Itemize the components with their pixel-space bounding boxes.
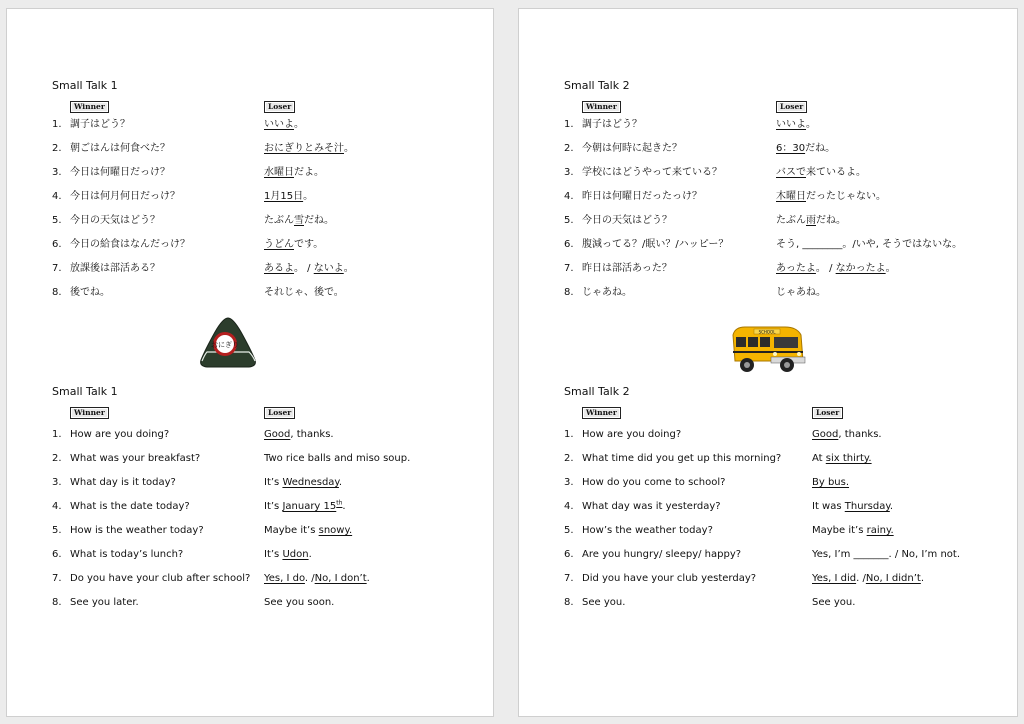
answer-text	[264, 261, 354, 277]
answer-underlined-part: あるよ	[264, 263, 294, 274]
answer-part: Maybe it’s	[264, 525, 319, 536]
winner-badge: Winner	[70, 101, 109, 113]
question-text: How do you come to school?	[582, 477, 726, 488]
answer-text	[812, 499, 893, 515]
qa-row	[564, 571, 1007, 587]
qa-row	[564, 261, 1007, 277]
item-number: 3.	[564, 167, 574, 178]
qa-row	[564, 213, 1007, 229]
svg-text:SCHOOL: SCHOOL	[758, 329, 776, 335]
item-number: 5.	[52, 525, 62, 536]
question-text: Did you have your club yesterday?	[582, 573, 757, 584]
item-number: 3.	[52, 167, 62, 178]
worksheet-page-1	[6, 8, 494, 717]
question-text: 昨日は部活あった？	[582, 263, 672, 274]
qa-row	[52, 451, 483, 467]
question-text: 昨日は何曜日だったっけ？	[582, 191, 702, 202]
answer-part: It’s	[264, 501, 283, 512]
question-text: Do you have your club after school?	[70, 573, 251, 584]
question-text: How’s the weather today?	[582, 525, 713, 536]
qa-row	[564, 523, 1007, 539]
answer-part: そう, ________。/いや, そうではないな。	[776, 239, 963, 250]
answer-underlined-part: 木曜日	[776, 191, 806, 202]
question-text: 調子はどう？	[582, 119, 642, 130]
item-number: 7.	[52, 573, 62, 584]
answer-text	[264, 451, 410, 467]
answer-underlined-part: Udon	[282, 549, 309, 560]
question-text: 今日は何月何日だっけ？	[70, 191, 180, 202]
answer-underlined-part: うどん	[264, 239, 294, 250]
answer-part: It was	[812, 501, 845, 512]
answer-text	[264, 285, 344, 301]
qa-row	[564, 285, 1007, 301]
question-text: 調子はどう？	[70, 119, 130, 130]
loser-badge: Loser	[264, 101, 295, 113]
answer-underlined-part: rainy.	[866, 525, 894, 536]
answer-underlined-part: あったよ	[776, 263, 816, 274]
answer-underlined-part: 水曜日	[264, 167, 294, 178]
section-title: Small Talk 1	[52, 385, 118, 398]
question-text: 今朝は何時に起きた？	[582, 143, 682, 154]
answer-part: です。	[294, 239, 324, 250]
qa-row	[564, 165, 1007, 181]
svg-text:おにぎり: おにぎり	[211, 341, 239, 349]
answer-underlined-part: Yes, I do	[264, 573, 305, 584]
answer-underlined-part: 雨	[806, 215, 816, 226]
answer-part: See you.	[812, 597, 856, 608]
answer-text	[812, 595, 855, 611]
answer-text	[264, 117, 304, 133]
answer-text	[812, 475, 849, 491]
answer-text	[264, 523, 352, 539]
answer-part: Maybe it’s	[812, 525, 867, 536]
item-number: 8.	[564, 597, 574, 608]
qa-row	[52, 261, 483, 277]
answer-text	[264, 141, 354, 157]
answer-text	[776, 237, 962, 253]
answer-underlined-part: ないよ	[313, 263, 344, 274]
question-text: 今日は何曜日だっけ？	[70, 167, 170, 178]
qa-row	[52, 523, 483, 539]
qa-row	[52, 117, 483, 133]
answer-part: 。	[344, 143, 354, 154]
qa-row	[52, 285, 483, 301]
answer-part: See you soon.	[264, 597, 335, 608]
answer-part: .	[308, 549, 312, 560]
question-text: 腹減ってる？/眠い？/ハッピー？	[582, 239, 729, 250]
answer-text	[776, 189, 886, 205]
answer-underlined-part: Wednesday	[282, 477, 339, 488]
item-number: 5.	[564, 215, 574, 226]
question-text: See you later.	[70, 597, 139, 608]
answer-part: 。	[806, 119, 816, 130]
section-title: Small Talk 1	[52, 79, 118, 92]
loser-badge: Loser	[264, 407, 295, 419]
answer-text	[264, 189, 313, 205]
answer-part: .	[342, 501, 346, 512]
answer-underlined-part: なかったよ	[835, 263, 886, 274]
item-number: 2.	[564, 143, 574, 154]
item-number: 4.	[52, 501, 62, 512]
qa-row	[564, 189, 1007, 205]
qa-row	[52, 427, 483, 443]
answer-part: だよ。	[294, 167, 324, 178]
item-number: 4.	[564, 191, 574, 202]
item-number: 3.	[52, 477, 62, 488]
answer-underlined-part: バスで	[776, 167, 806, 178]
answer-part: だね。	[304, 215, 334, 226]
question-text: See you.	[582, 597, 626, 608]
loser-badge: Loser	[812, 407, 843, 419]
answer-part: Two rice balls and miso soup.	[264, 453, 411, 464]
answer-part: 来ているよ。	[806, 167, 866, 178]
answer-underlined-part: Good	[264, 429, 291, 440]
answer-part: 。 /	[815, 263, 836, 274]
answer-part: じゃあね。	[776, 287, 826, 298]
question-text: 学校にはどうやって来ている？	[582, 167, 722, 178]
answer-underlined-part: snowy.	[318, 525, 353, 536]
item-number: 8.	[52, 287, 62, 298]
answer-underlined-part: 雪	[294, 215, 304, 226]
answer-part: 。	[294, 119, 304, 130]
question-text: How are you doing?	[582, 429, 682, 440]
question-text: What time did you get up this morning?	[582, 453, 782, 464]
answer-underlined-part: Yes, I did	[812, 573, 857, 584]
answer-part: .	[889, 501, 894, 512]
qa-row	[52, 141, 483, 157]
answer-part: It’s	[264, 477, 283, 488]
answer-underlined-part: Good	[812, 429, 839, 440]
question-text: 今日の給食はなんだっけ？	[70, 239, 190, 250]
answer-underlined-part: January 15	[282, 501, 337, 512]
answer-text	[264, 165, 324, 181]
answer-underlined-part: 6：30	[776, 143, 806, 154]
answer-text	[264, 571, 370, 587]
answer-text	[812, 451, 872, 467]
question-text: 後でね。	[70, 287, 110, 298]
qa-row	[564, 141, 1007, 157]
answer-underlined-part: No, I don’t	[314, 573, 367, 584]
onigiri-image	[193, 314, 263, 370]
qa-row	[564, 547, 1007, 563]
answer-text	[264, 237, 323, 253]
answer-part: 。 /	[294, 263, 314, 274]
question-text: What is today’s lunch?	[70, 549, 184, 560]
item-number: 1.	[564, 429, 574, 440]
answer-text	[264, 475, 342, 491]
qa-row	[564, 499, 1007, 515]
worksheet-page-2	[518, 8, 1018, 717]
answer-underlined-part: いいよ	[776, 119, 806, 130]
school-bus-image	[727, 321, 809, 377]
answer-underlined-part: six thirty.	[825, 453, 872, 464]
item-number: 6.	[52, 239, 62, 250]
question-text: 放課後は部活ある？	[70, 263, 160, 274]
qa-row	[52, 189, 483, 205]
answer-text	[264, 547, 312, 563]
item-number: 1.	[52, 429, 62, 440]
item-number: 7.	[564, 573, 574, 584]
qa-row	[52, 571, 483, 587]
qa-row	[52, 595, 483, 611]
answer-underlined-part: Thursday	[844, 501, 890, 512]
item-number: 6.	[52, 549, 62, 560]
answer-part: Yes, I’m _______. / No, I’m not.	[812, 549, 961, 560]
answer-text	[776, 141, 835, 157]
answer-text	[264, 595, 334, 611]
answer-part: だね。	[816, 215, 846, 226]
qa-row	[564, 427, 1007, 443]
item-number: 3.	[564, 477, 574, 488]
answer-part: たぶん	[264, 215, 294, 226]
qa-row	[564, 117, 1007, 133]
answer-part: だね。	[805, 143, 836, 154]
item-number: 5.	[564, 525, 574, 536]
question-text: What day is it today?	[70, 477, 176, 488]
qa-row	[564, 237, 1007, 253]
question-text: 今日の天気はどう？	[582, 215, 672, 226]
qa-row	[52, 213, 483, 229]
answer-underlined-part: 1月15日	[264, 191, 304, 202]
item-number: 2.	[564, 453, 574, 464]
answer-underlined-part: おにぎりとみそ汁	[264, 143, 344, 154]
item-number: 5.	[52, 215, 62, 226]
section-title: Small Talk 2	[564, 385, 630, 398]
item-number: 6.	[564, 239, 574, 250]
item-number: 2.	[52, 453, 62, 464]
answer-part: .	[366, 573, 370, 584]
answer-part: それじゃ、後で。	[264, 287, 344, 298]
answer-part: 。	[343, 263, 354, 274]
answer-part: 。	[303, 191, 314, 202]
answer-part: . /	[856, 573, 866, 584]
answer-text	[264, 213, 334, 229]
answer-part: , thanks.	[838, 429, 882, 440]
qa-row	[52, 237, 483, 253]
answer-part: .	[338, 477, 343, 488]
answer-underlined-part: No, I didn’t	[865, 573, 921, 584]
answer-part: At	[812, 453, 826, 464]
question-text: How are you doing?	[70, 429, 170, 440]
item-number: 6.	[564, 549, 574, 560]
question-text: How is the weather today?	[70, 525, 204, 536]
item-number: 7.	[52, 263, 62, 274]
item-number: 1.	[52, 119, 62, 130]
winner-badge: Winner	[582, 407, 621, 419]
answer-text	[812, 427, 882, 443]
item-number: 8.	[564, 287, 574, 298]
qa-row	[564, 475, 1007, 491]
answer-underlined-part: th	[336, 499, 343, 507]
answer-part: It’s	[264, 549, 283, 560]
item-number: 4.	[564, 501, 574, 512]
answer-text	[776, 213, 846, 229]
answer-text	[776, 261, 896, 277]
qa-row	[52, 165, 483, 181]
answer-part: . /	[304, 573, 315, 584]
answer-underlined-part: いいよ	[264, 119, 294, 130]
question-text: 朝ごはんは何食べた？	[70, 143, 170, 154]
answer-part: .	[920, 573, 925, 584]
qa-row	[52, 499, 483, 515]
answer-underlined-part: By bus.	[812, 477, 850, 488]
answer-text	[812, 571, 924, 587]
answer-text	[264, 499, 346, 515]
answer-part: , thanks.	[290, 429, 334, 440]
item-number: 8.	[52, 597, 62, 608]
item-number: 7.	[564, 263, 574, 274]
item-number: 4.	[52, 191, 62, 202]
answer-part: たぶん	[776, 215, 806, 226]
question-text: じゃあね。	[582, 287, 632, 298]
question-text: What day was it yesterday?	[582, 501, 721, 512]
answer-text	[776, 165, 866, 181]
answer-text	[776, 117, 816, 133]
answer-part: 。	[885, 263, 896, 274]
winner-badge: Winner	[582, 101, 621, 113]
answer-text	[812, 523, 894, 539]
qa-row	[52, 475, 483, 491]
question-text: What is the date today?	[70, 501, 190, 512]
answer-text	[264, 427, 334, 443]
section-title: Small Talk 2	[564, 79, 630, 92]
qa-row	[564, 595, 1007, 611]
question-text: What was your breakfast?	[70, 453, 201, 464]
qa-row	[564, 451, 1007, 467]
loser-badge: Loser	[776, 101, 807, 113]
winner-badge: Winner	[70, 407, 109, 419]
question-text: Are you hungry/ sleepy/ happy?	[582, 549, 742, 560]
answer-text	[776, 285, 826, 301]
qa-row	[52, 547, 483, 563]
item-number: 1.	[564, 119, 574, 130]
item-number: 2.	[52, 143, 62, 154]
answer-part: だったじゃない。	[806, 191, 886, 202]
answer-text	[812, 547, 960, 563]
question-text: 今日の天気はどう？	[70, 215, 160, 226]
